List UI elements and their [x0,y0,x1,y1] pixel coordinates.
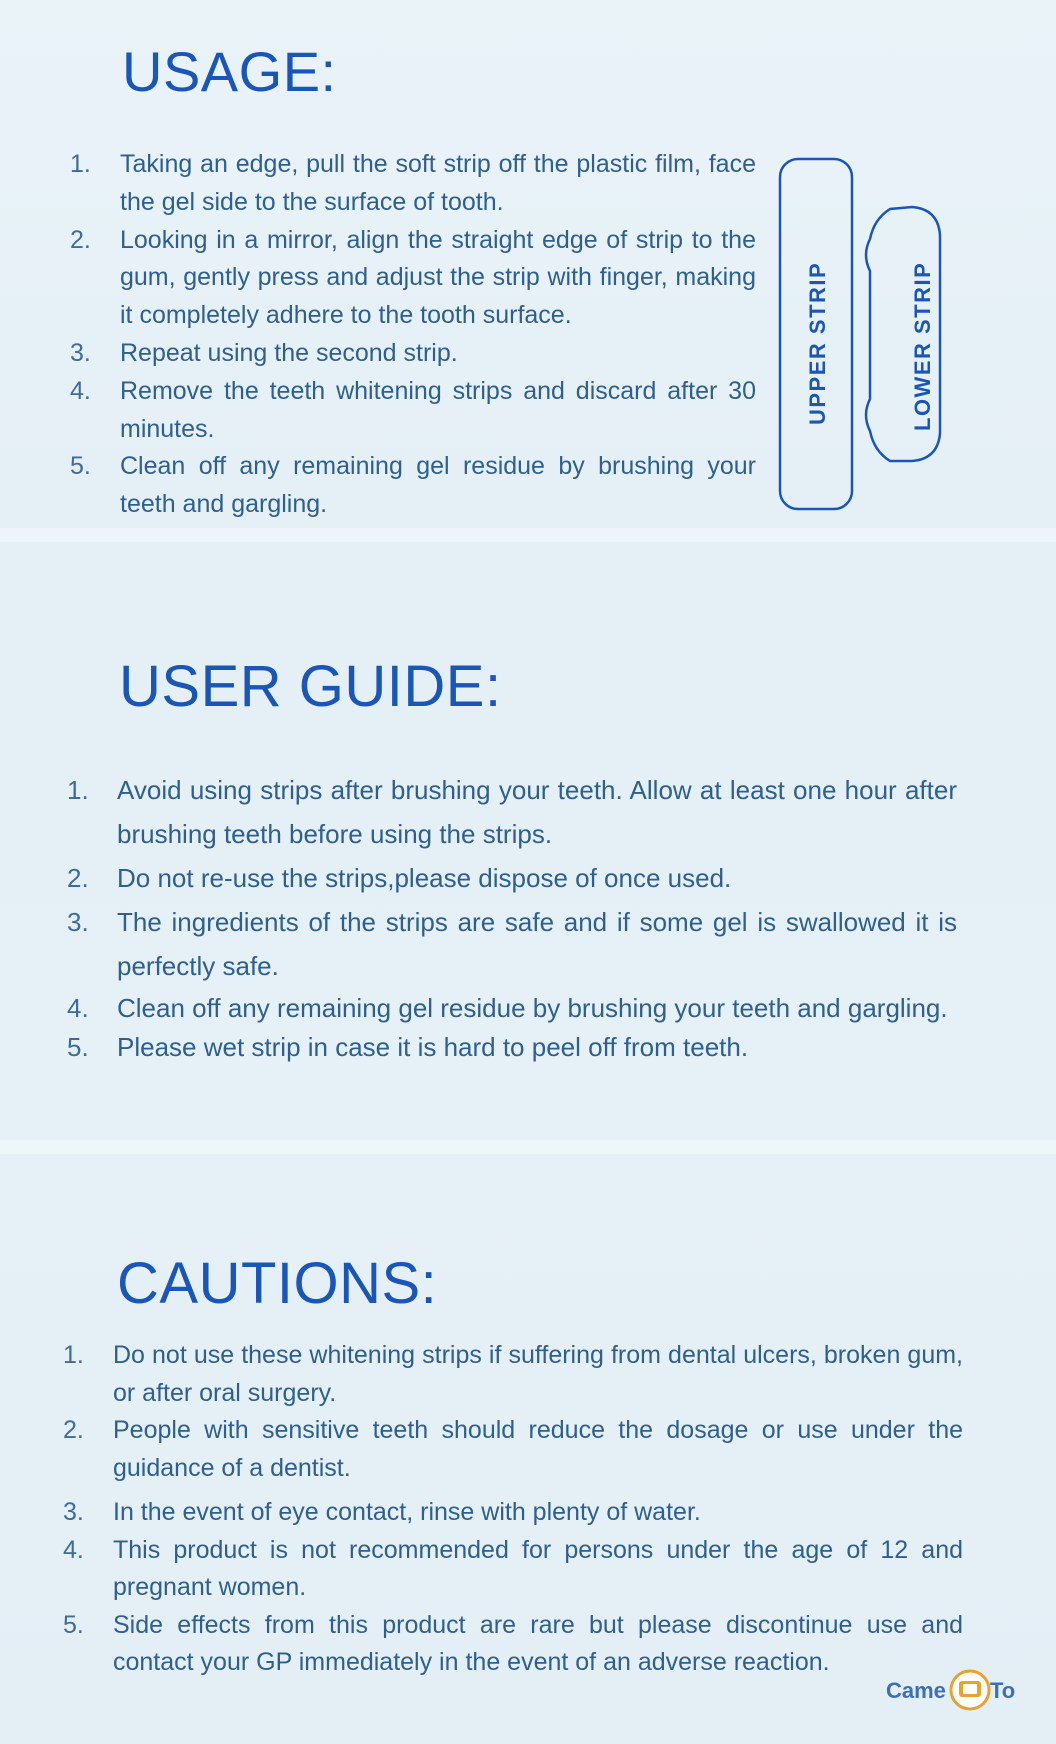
item-text: Please wet strip in case it is hard to peel off from teeth. [117,1032,749,1062]
user-guide-list [67,768,957,1066]
item-number: 5. [70,452,91,481]
item-text: Clean off any remaining gel residue by brushing your teeth and gargling. [117,993,948,1023]
item-number: 2. [67,863,89,893]
item-text: Remove the teeth whitening strips and discard after 30 minutes. [120,376,756,443]
item-text: Clean off any remaining gel residue by brushing your teeth and gargling. [120,452,756,519]
list-item [67,900,957,988]
item-number: 4. [70,376,91,405]
item-text: People with sensitive teeth should reduce the dosage or use under the guidance of a dentist. [113,1416,963,1482]
user-guide-heading: USER GUIDE: [119,654,502,719]
section-divider [0,1140,1056,1154]
item-number: 3. [70,338,91,367]
item-number: 5. [63,1610,84,1639]
item-text: Do not re-use the strips,please dispose of once used. [117,863,732,893]
item-text: In the event of eye contact, rinse with plenty of water. [113,1498,701,1526]
usage-list [70,146,756,524]
list-item [67,856,957,900]
item-text: Taking an edge, pull the soft strip off the plastic film, face the gel side to the surface of tooth. [120,150,756,216]
item-number: 1. [63,1341,84,1369]
list-item [70,373,756,449]
upper-strip-label: UPPER STRIP [805,261,830,425]
strips-diagram [770,155,960,515]
item-number: 5. [67,1032,89,1062]
item-number: 2. [70,225,91,254]
lower-strip-label: LOWER STRIP [910,261,935,431]
list-item [63,1494,963,1532]
item-number: 3. [67,907,89,937]
list-item [63,1412,963,1487]
list-item [70,335,756,373]
item-text: Avoid using strips after brushing your teeth. Allow at least one hour after brushing teeth before using the strips. [117,775,957,849]
tv-screen-inner [963,1684,977,1694]
list-item [67,990,957,1027]
list-item [63,1607,963,1682]
item-number: 1. [70,150,91,178]
item-text: This product is not recommended for persons under the age of 12 and pregnant women. [113,1535,963,1601]
watermark-logo [884,1668,1020,1712]
list-item [70,448,756,524]
watermark-text-right: To [990,1678,1016,1703]
list-item [70,222,756,335]
cautions-heading: CAUTIONS: [117,1251,438,1316]
item-number: 3. [63,1498,84,1526]
item-text: Do not use these whitening strips if suffering from dental ulcers, broken gum, or after oral surgery. [113,1341,963,1407]
item-number: 4. [63,1535,84,1564]
item-number: 1. [67,775,89,805]
list-item [67,1029,957,1066]
list-item [63,1532,963,1607]
item-number: 2. [63,1416,84,1444]
watermark-text-left: Came [886,1678,946,1703]
list-item [67,768,957,856]
item-text: Looking in a mirror, align the straight edge of strip to the gum, gently press and adjust the strip with finger, making it completely adhere to the tooth surface. [120,225,756,330]
cautions-list [63,1337,963,1682]
item-number: 4. [67,993,89,1023]
list-item [63,1337,963,1412]
section-divider [0,528,1056,542]
list-item [70,146,756,222]
item-text: Repeat using the second strip. [120,338,458,367]
usage-heading: USAGE: [122,40,337,103]
item-text: The ingredients of the strips are safe and if some gel is swallowed it is perfectly safe. [117,907,957,981]
item-text: Side effects from this product are rare but please discontinue use and contact your GP immediately in the event of an adverse reaction. [113,1610,963,1676]
